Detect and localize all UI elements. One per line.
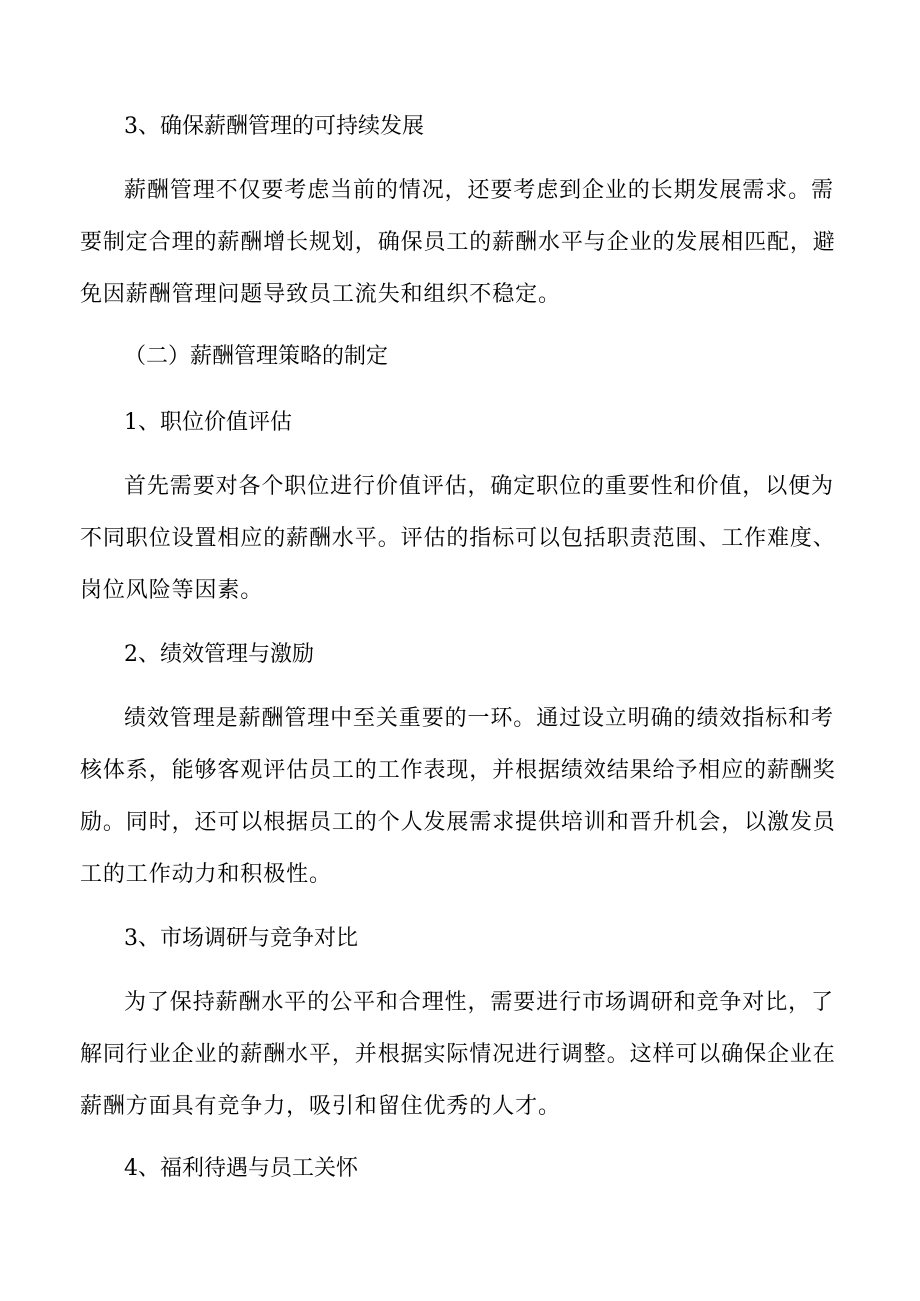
paragraph-line: 要制定合理的薪酬增长规划，确保员工的薪酬水平与企业的发展相匹配，避 bbox=[80, 230, 836, 255]
paragraph-line: 核体系，能够客观评估员工的工作表现，并根据绩效结果给予相应的薪酬奖 bbox=[80, 758, 836, 783]
section-heading-sustainable-development: 3、确保薪酬管理的可持续发展 bbox=[124, 114, 424, 139]
paragraph-line: 薪酬管理不仅要考虑当前的情况，还要考虑到企业的长期发展需求。需 bbox=[124, 178, 834, 203]
paragraph-line: 解同行业企业的薪酬水平，并根据实际情况进行调整。这样可以确保企业在 bbox=[80, 1042, 836, 1067]
paragraph-line: 首先需要对各个职位进行价值评估，确定职位的重要性和价值，以便为 bbox=[124, 474, 834, 499]
item-heading-performance: 2、绩效管理与激励 bbox=[124, 642, 314, 667]
item-heading-benefits: 4、福利待遇与员工关怀 bbox=[124, 1156, 358, 1181]
paragraph-line: 绩效管理是薪酬管理中至关重要的一环。通过设立明确的绩效指标和考 bbox=[124, 706, 834, 731]
item-heading-job-evaluation: 1、职位价值评估 bbox=[124, 410, 292, 435]
part-heading-strategy: （二）薪酬管理策略的制定 bbox=[124, 344, 389, 369]
paragraph-line: 工的工作动力和积极性。 bbox=[80, 862, 332, 887]
item-heading-market-research: 3、市场调研与竞争对比 bbox=[124, 926, 358, 951]
paragraph-line: 免因薪酬管理问题导致员工流失和组织不稳定。 bbox=[80, 282, 561, 307]
paragraph-line: 励。同时，还可以根据员工的个人发展需求提供培训和晋升机会，以激发员 bbox=[80, 810, 836, 835]
paragraph-line: 不同职位设置相应的薪酬水平。评估的指标可以包括职责范围、工作难度、 bbox=[80, 526, 836, 551]
paragraph-line: 岗位风险等因素。 bbox=[80, 578, 264, 603]
paragraph-line: 薪酬方面具有竞争力，吸引和留住优秀的人才。 bbox=[80, 1094, 561, 1119]
paragraph-line: 为了保持薪酬水平的公平和合理性，需要进行市场调研和竞争对比，了 bbox=[124, 990, 834, 1015]
